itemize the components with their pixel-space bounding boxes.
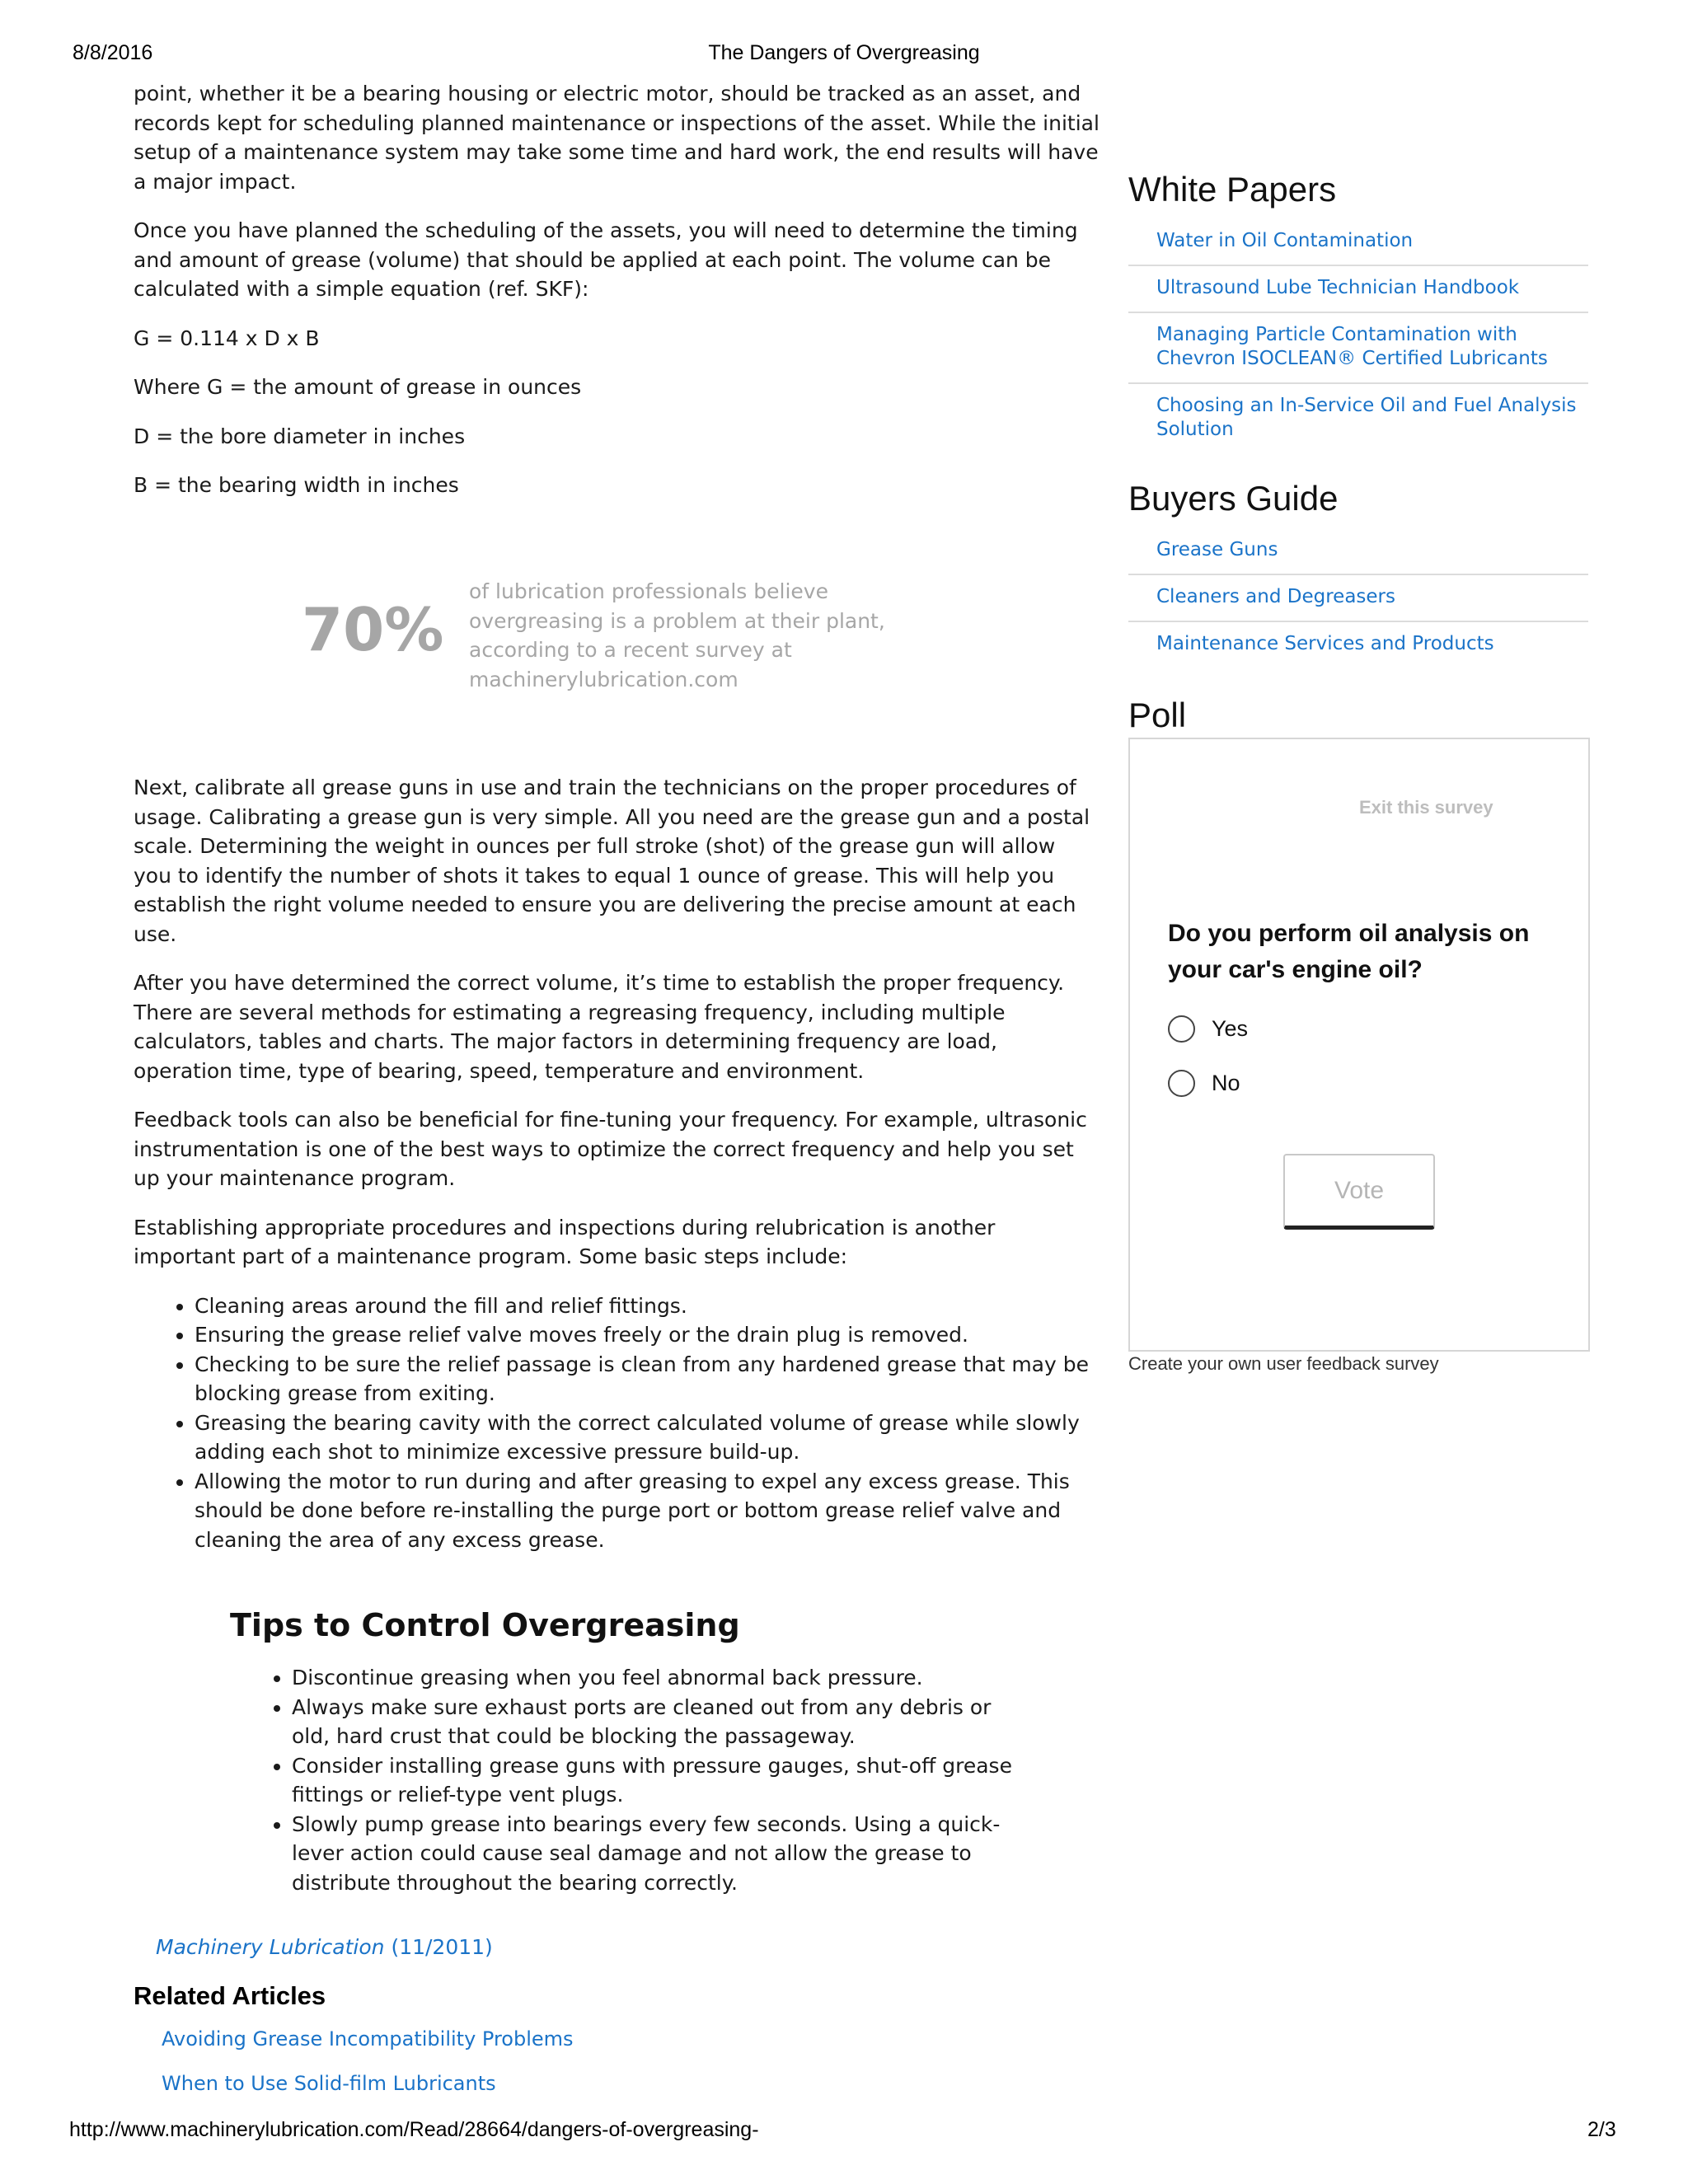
equation-legend-d: D = the bore diameter in inches <box>134 424 466 448</box>
equation-legend-b: B = the bearing width in inches <box>134 473 459 497</box>
article-body <box>134 79 1100 520</box>
list-item: • Ensuring the grease relief valve moves freely or the drain plug is removed. <box>195 1320 1100 1350</box>
vote-button[interactable]: Vote <box>1283 1154 1435 1230</box>
equation-legend-g: Where G = the amount of grease in ounces <box>134 375 582 399</box>
poll-option-no[interactable] <box>1168 1066 1240 1099</box>
source-publication-link[interactable]: Machinery Lubrication <box>156 1935 385 1959</box>
tips-list <box>231 1663 1022 1897</box>
white-paper-link[interactable]: Ultrasound Lube Technician Handbook <box>1128 266 1588 313</box>
related-article-link[interactable]: Avoiding Grease Incompatibility Problems <box>162 2027 574 2050</box>
poll-heading: Poll <box>1128 696 1187 734</box>
white-paper-link[interactable]: Managing Particle Contamination with Chevron ISOCLEAN® Certified Lubricants <box>1128 313 1588 384</box>
list-item: • Checking to be sure the relief passage is clean from any hardened grease that may be blocking grease from exiting. <box>195 1350 1100 1408</box>
list-item: • Always make sure exhaust ports are cleaned out from any debris or old, hard crust that could be blocking the passageway. <box>292 1693 1022 1751</box>
paragraph: point, whether it be a bearing housing or electric motor, should be tracked as an asset, and records kept for scheduling planned maintenance or inspections of the asset. While the initial setup of a maintenance system may take some time and hard work, the end results will have a major impact. <box>134 82 1100 194</box>
paragraph: Establishing appropriate procedures and inspections during relubrication is another important part of a maintenance program. Some basic steps include: <box>134 1215 996 1268</box>
list-item: • Discontinue greasing when you feel abnormal back pressure. <box>292 1663 1022 1693</box>
buyers-guide-heading: Buyers Guide <box>1128 479 1339 518</box>
stat-description: of lubrication professionals believe overgreasing is a problem at their plant, according to a recent survey at machinerylubrication.com <box>469 579 885 691</box>
radio-button[interactable] <box>1168 1015 1195 1043</box>
poll-option-label: No <box>1212 1070 1240 1095</box>
white-papers-heading: White Papers <box>1128 170 1337 209</box>
buyers-guide-list <box>1128 528 1588 668</box>
white-paper-link[interactable]: Choosing an In-Service Oil and Fuel Analysis Solution <box>1156 395 1577 440</box>
paragraph: After you have determined the correct volume, it’s time to establish the proper frequency. There are several methods for estimating a regreasing frequency, including multiple calculators, tables and charts. The major factors in determining frequency are load, operation time, type of bearing, speed, temperature and environment. <box>134 971 1065 1083</box>
print-footer-page-number: 2/3 <box>1587 2118 1616 2141</box>
white-paper-link[interactable]: Water in Oil Contamination <box>1128 219 1588 266</box>
radio-button[interactable] <box>1168 1070 1195 1097</box>
list-item: • Greasing the bearing cavity with the correct calculated volume of grease while slowly adding each shot to minimize excessive pressure build-up. <box>195 1408 1100 1467</box>
tips-heading: Tips to Control Overgreasing <box>230 1607 740 1643</box>
exit-survey-link[interactable]: Exit this survey <box>1359 797 1493 818</box>
list-item: • Cleaning areas around the fill and relief fittings. <box>195 1291 1100 1321</box>
create-survey-link[interactable]: Create your own user feedback survey <box>1128 1353 1439 1374</box>
list-item: • Consider installing grease guns with pressure gauges, shut-off grease fittings or relief-type vent plugs. <box>292 1751 1022 1810</box>
print-footer-url: http://www.machinerylubrication.com/Read/28664/dangers-of-overgreasing- <box>69 2118 759 2141</box>
relubrication-steps-list <box>134 1291 1100 1555</box>
poll-option-label: Yes <box>1212 1015 1249 1041</box>
stat-callout <box>132 577 956 701</box>
print-header-title: The Dangers of Overgreasing <box>708 41 980 64</box>
paragraph: Once you have planned the scheduling of the assets, you will need to determine the timing and amount of grease (volume) that should be applied at each point. The volume can be calculated with a simple equation (ref. SKF): <box>134 218 1078 301</box>
stat-percentage: 70% <box>302 595 444 664</box>
source-date: (11/2011) <box>384 1935 493 1959</box>
grease-equation: G = 0.114 x D x B <box>134 326 320 350</box>
print-header-date: 8/8/2016 <box>73 41 153 64</box>
article-body-continued <box>134 773 1100 1554</box>
poll-question: Do you perform oil analysis on your car's engine oil? <box>1168 920 1530 983</box>
paragraph: Next, calibrate all grease guns in use and train the technicians on the proper procedures of usage. Calibrating a grease gun is very simple. All you need are the grease gun and a postal scale. Determining the weight in ounces per full stroke (shot) of the grease gun will allow you to identify the number of shots it takes to equal 1 ounce of grease. This will help you establish the right volume needed to ensure you are delivering the precise amount at each use. <box>134 776 1090 946</box>
related-articles-heading: Related Articles <box>134 1981 326 2010</box>
paragraph: Feedback tools can also be beneficial for fine-tuning your frequency. For example, ultrasonic instrumentation is one of the best ways to optimize the correct frequency and help you set up your maintenance program. <box>134 1108 1087 1190</box>
list-item: • Slowly pump grease into bearings every few seconds. Using a quick-lever action could cause seal damage and not allow the grease to distribute throughout the bearing correctly. <box>292 1810 1022 1898</box>
poll-widget <box>1128 738 1590 1352</box>
list-item: • Allowing the motor to run during and after greasing to expel any excess grease. This should be done before re-installing the purge port or bottom grease relief valve and cleaning the area of any excess grease. <box>195 1467 1100 1555</box>
poll-option-yes[interactable] <box>1168 1012 1248 1045</box>
buyers-guide-link[interactable]: Grease Guns <box>1128 528 1588 575</box>
buyers-guide-link[interactable]: Cleaners and Degreasers <box>1128 575 1588 622</box>
tips-box <box>231 1663 1022 1897</box>
article-source[interactable] <box>156 1935 493 1959</box>
buyers-guide-link[interactable]: Maintenance Services and Products <box>1156 633 1494 654</box>
related-article-link[interactable]: When to Use Solid-film Lubricants <box>162 2072 496 2095</box>
white-papers-list <box>1128 219 1588 453</box>
